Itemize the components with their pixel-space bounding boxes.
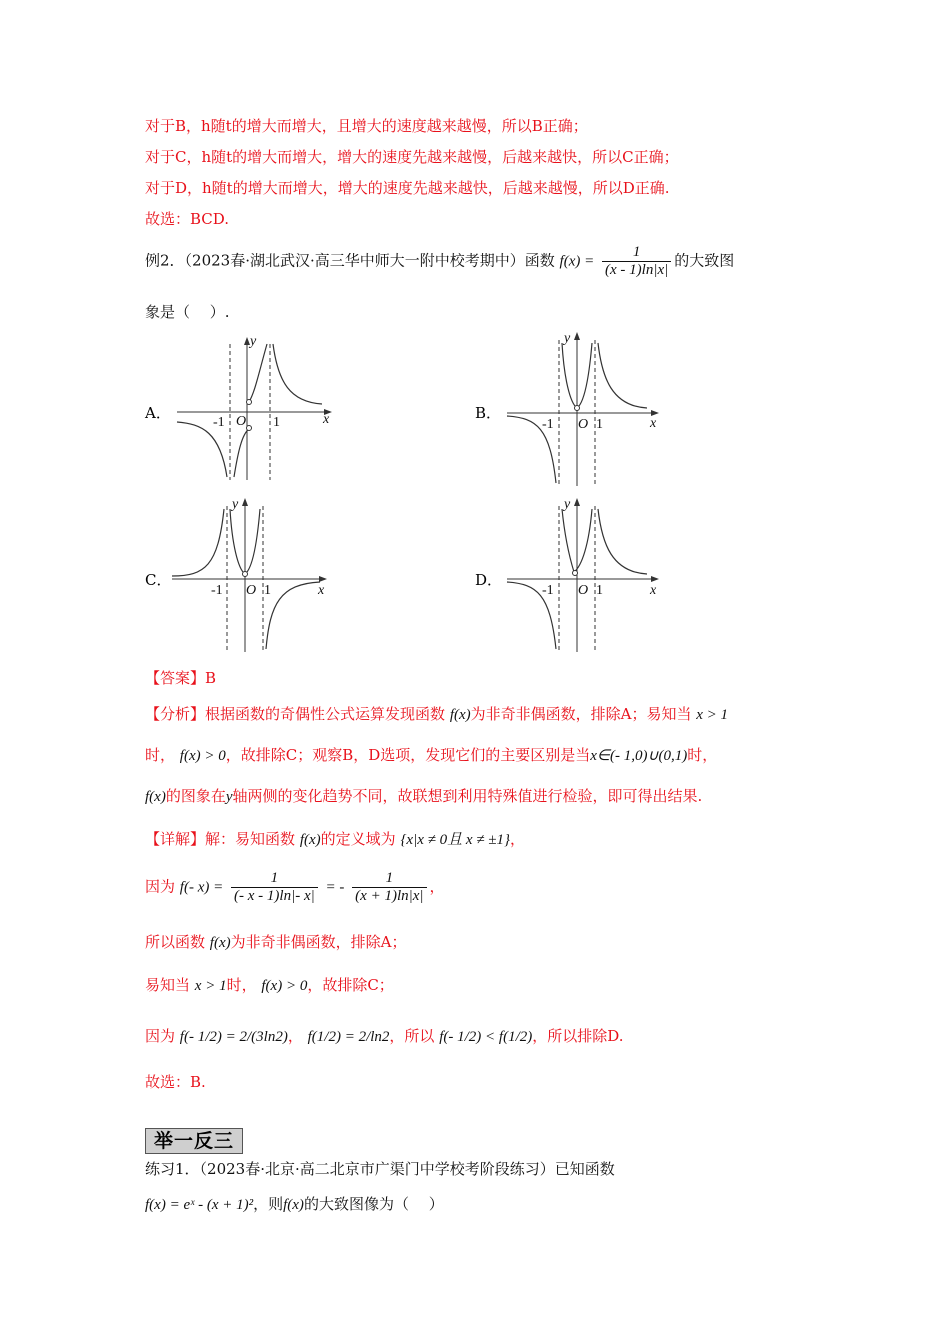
graph-option-d bbox=[502, 494, 667, 654]
answer-line bbox=[145, 668, 216, 688]
graph-a-y-label: y bbox=[250, 334, 257, 349]
detail-line-1 bbox=[145, 829, 525, 850]
example2-tail: 的大致图 bbox=[674, 251, 735, 270]
detail-l2-eq: = - bbox=[325, 879, 345, 896]
analysis-l1a: 根据函数的奇偶性公式运算发现函数 bbox=[205, 705, 446, 723]
detail-l4a: 易知当 bbox=[145, 976, 191, 994]
answer-tag: 【答案】 bbox=[145, 669, 206, 687]
detail-line-3 bbox=[145, 932, 406, 953]
practice-line-1: 练习1．（2023春·北京·高二北京市广渠门中学校考阶段练习）已知函数 bbox=[145, 1160, 615, 1178]
analysis-l3y: y bbox=[225, 789, 233, 805]
detail-l5c: ，所以排除D. bbox=[532, 1027, 624, 1045]
detail-line-2 bbox=[145, 870, 445, 905]
analysis-line-1 bbox=[145, 704, 728, 725]
analysis-l2a: 时， bbox=[145, 746, 176, 764]
detail-l4c: x > 1 bbox=[194, 978, 227, 994]
graph-b-y-label: y bbox=[564, 331, 571, 346]
detail-l1a: 解：易知函数 bbox=[205, 830, 296, 848]
detail-l3a: 所以函数 bbox=[145, 933, 206, 951]
detail-line-5 bbox=[145, 1026, 624, 1047]
analysis-l1b: 为非奇非偶函数，排除A；易知当 bbox=[470, 705, 692, 723]
detail-l4f: f(x) > 0 bbox=[261, 978, 308, 994]
analysis-l3b: 轴两侧的变化趋势不同，故联想到利用特殊值进行检验，即可得出结果. bbox=[232, 787, 703, 805]
analysis-l2b: ，故排除C；观察B，D选项，发现它们的主要区别是当 bbox=[225, 746, 591, 764]
analysis-l3a: 的图象在 bbox=[165, 787, 226, 805]
analysis-l2c: x∈(- 1,0)∪(0,1) bbox=[590, 748, 688, 764]
detail-l2-frac2-den: (x + 1)ln|x| bbox=[355, 888, 424, 904]
option-a-label: A． bbox=[145, 404, 171, 422]
detail-l2-frac1 bbox=[231, 870, 318, 905]
solution-line-b: 对于B，h随t的增大而增大，且增大的速度越来越慢，所以B正确； bbox=[145, 117, 588, 135]
practice-tail-a: ，则 bbox=[253, 1195, 284, 1213]
detail-l3b: 为非奇非偶函数，排除A； bbox=[230, 933, 407, 951]
graph-d-origin: O bbox=[578, 583, 589, 598]
analysis-l1c: x > 1 bbox=[696, 707, 729, 723]
graph-d-x-label: x bbox=[650, 583, 657, 598]
detail-choice: 故选：B. bbox=[145, 1073, 206, 1091]
example2-frac-num: 1 bbox=[602, 244, 671, 262]
example2-question-end: 象是（ ）. bbox=[145, 303, 230, 321]
practice-tail-f: f(x) bbox=[283, 1197, 304, 1213]
graph-c-neg1: -1 bbox=[211, 583, 223, 598]
example2-fraction bbox=[602, 244, 671, 279]
analysis-l1f: f(x) bbox=[449, 707, 471, 723]
example2-frac-den: (x - 1)ln|x| bbox=[605, 262, 669, 278]
graph-b-x-label: x bbox=[650, 416, 657, 431]
option-b-label: B． bbox=[475, 404, 502, 422]
example2-source: （2023春·湖北武汉·高三华中师大一附中校考期中）函数 bbox=[184, 251, 555, 270]
detail-l2c: ， bbox=[429, 877, 445, 896]
detail-l1b: 的定义域为 bbox=[320, 830, 396, 848]
detail-l2-frac1-num: 1 bbox=[231, 870, 318, 888]
example2-func: f(x) = bbox=[559, 253, 595, 270]
graph-c-one: 1 bbox=[264, 583, 271, 598]
detail-l2-frac2-num: 1 bbox=[352, 870, 426, 888]
detail-l1f: f(x) bbox=[299, 832, 321, 848]
graph-b-one: 1 bbox=[596, 417, 603, 432]
graph-c-x-label: x bbox=[318, 583, 325, 598]
option-c-label: C． bbox=[145, 571, 172, 589]
detail-l5s1: ， bbox=[287, 1027, 303, 1045]
practice-func: f(x) = eˣ - (x + 1)² bbox=[145, 1197, 254, 1213]
detail-l3f: f(x) bbox=[209, 935, 231, 951]
detail-l2f: f(- x) = bbox=[179, 879, 224, 896]
detail-l2-frac2 bbox=[352, 870, 426, 905]
detail-l5a: 因为 bbox=[145, 1027, 176, 1045]
analysis-line-2 bbox=[145, 745, 717, 766]
graph-a-one: 1 bbox=[273, 415, 280, 430]
detail-l1set: {x|x ≠ 0且 x ≠ ±1} bbox=[400, 832, 510, 848]
detail-l5e3: f(- 1/2) < f(1/2) bbox=[439, 1029, 533, 1045]
graph-option-c bbox=[170, 494, 335, 654]
graph-option-a bbox=[172, 332, 337, 482]
option-d-label: D． bbox=[475, 571, 503, 589]
detail-l4d: ，故排除C； bbox=[307, 976, 394, 994]
detail-l1c: ， bbox=[509, 830, 525, 848]
practice-tail-b: 的大致图像为（ ） bbox=[303, 1195, 444, 1213]
practice-banner: 举一反三 bbox=[145, 1128, 243, 1154]
graph-d-y-label: y bbox=[564, 497, 571, 512]
example2-label: 例2． bbox=[145, 251, 185, 270]
detail-tag: 【详解】 bbox=[145, 830, 206, 848]
analysis-l3f: f(x) bbox=[145, 789, 166, 805]
graph-b-neg1: -1 bbox=[542, 417, 554, 432]
graph-a-neg1: -1 bbox=[213, 415, 225, 430]
detail-l5b: ，所以 bbox=[389, 1027, 435, 1045]
solution-choice: 故选：BCD. bbox=[145, 210, 230, 228]
solution-line-c: 对于C，h随t的增大而增大，增大的速度先越来越慢，后越来越快，所以C正确； bbox=[145, 148, 679, 166]
graph-c-origin: O bbox=[246, 583, 257, 598]
graph-a-x-label: x bbox=[323, 412, 330, 427]
answer-value: B bbox=[205, 669, 217, 687]
graph-d-neg1: -1 bbox=[542, 583, 554, 598]
graph-option-b bbox=[502, 328, 667, 488]
practice-line-2 bbox=[145, 1194, 444, 1215]
graph-c-y-label: y bbox=[232, 497, 239, 512]
detail-l5e2: f(1/2) = 2/ln2 bbox=[307, 1029, 390, 1045]
detail-l2-frac1-den: (- x - 1)ln|- x| bbox=[234, 888, 315, 904]
detail-line-4 bbox=[145, 975, 394, 996]
analysis-line-3 bbox=[145, 786, 702, 807]
solution-line-d: 对于D，h随t的增大而增大，增大的速度先越来越快，后越来越慢，所以D正确. bbox=[145, 179, 670, 197]
graph-d-one: 1 bbox=[596, 583, 603, 598]
detail-l4b: 时， bbox=[226, 976, 257, 994]
detail-l2a: 因为 bbox=[145, 877, 176, 896]
graph-a-origin: O bbox=[236, 414, 247, 429]
analysis-l2d: 时， bbox=[687, 746, 718, 764]
graph-b-origin: O bbox=[578, 417, 589, 432]
example2-question bbox=[145, 244, 734, 279]
analysis-l2f: f(x) > 0 bbox=[179, 748, 226, 764]
detail-l5e1: f(- 1/2) = 2/(3ln2) bbox=[179, 1029, 288, 1045]
analysis-tag: 【分析】 bbox=[145, 705, 206, 723]
